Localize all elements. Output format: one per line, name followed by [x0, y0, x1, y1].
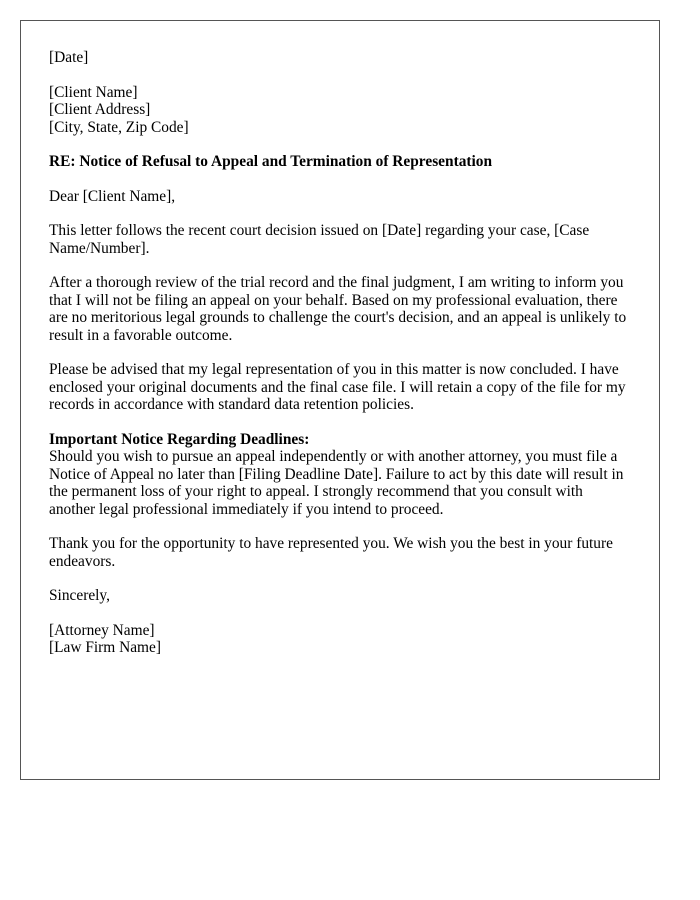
subject-line: RE: Notice of Refusal to Appeal and Termination of Representation	[49, 153, 493, 170]
paragraph-representation-concluded: Please be advised that my legal representation of you in this matter is now concluded. I have enclosed your original documents and the final case file. I will retain a copy of the file for my records in accordance with standard data retention policies.	[49, 361, 626, 413]
signature-block	[49, 622, 631, 657]
deadline-notice-heading: Important Notice Regarding Deadlines:	[49, 430, 310, 448]
client-city-state-zip: [City, State, Zip Code]	[49, 118, 189, 136]
paragraph-no-appeal: After a thorough review of the trial record and the final judgment, I am writing to inform you that I will not be filing an appeal on your behalf. Based on my professional evaluation, there are no meritorious legal grounds to challenge the court's decision, and an appeal is unlikely to result in a favorable outcome.	[49, 274, 627, 344]
attorney-name: [Attorney Name]	[49, 621, 155, 639]
deadline-notice-body: Should you wish to pursue an appeal independently or with another attorney, you must file a Notice of Appeal no later than [Filing Deadline Date]. Failure to act by this date will result in the permanent loss of your right to appeal. I strongly recommend that you consult with another legal professional immediately if you intend to proceed.	[49, 448, 624, 518]
salutation: Dear [Client Name],	[49, 187, 176, 205]
paragraph-court-decision: This letter follows the recent court decision issued on [Date] regarding your case, [Case Name/Number].	[49, 222, 590, 257]
client-address: [Client Address]	[49, 101, 151, 118]
paragraph-closing-thanks: Thank you for the opportunity to have represented you. We wish you the best in your future endeavors.	[49, 535, 613, 570]
recipient-address-block	[49, 84, 631, 137]
letter-page	[20, 20, 660, 780]
law-firm-name: [Law Firm Name]	[49, 639, 161, 656]
deadline-notice	[49, 431, 631, 519]
letter-date: [Date]	[49, 49, 89, 66]
closing: Sincerely,	[49, 587, 110, 604]
date-block	[49, 49, 631, 67]
client-name: [Client Name]	[49, 83, 138, 101]
